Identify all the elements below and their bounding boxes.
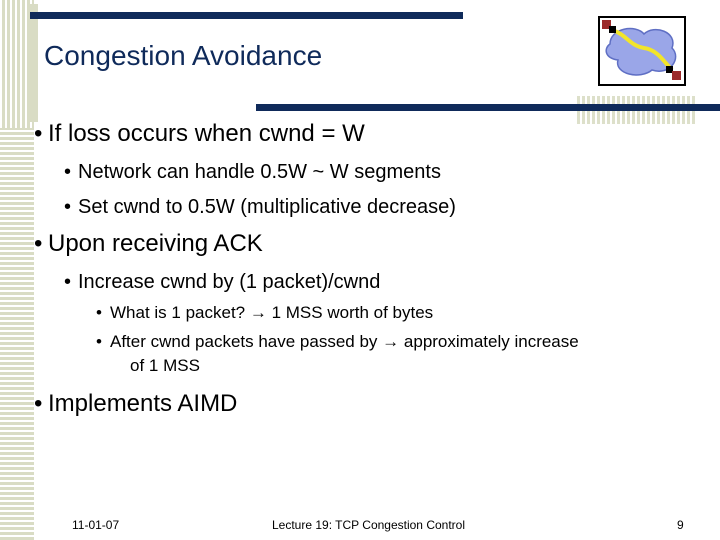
bullet-item bbox=[64, 161, 441, 184]
bullet-text: Network can handle 0.5W ~ W segments bbox=[78, 161, 441, 183]
bullet-item bbox=[64, 196, 456, 219]
bullet-item bbox=[64, 271, 381, 294]
slide-title: Congestion Avoidance bbox=[44, 40, 323, 71]
left-upper-stripe-decoration bbox=[0, 0, 34, 128]
bullet-marker: • bbox=[34, 230, 43, 257]
bullet-item bbox=[96, 332, 579, 352]
bullet-item bbox=[34, 390, 238, 418]
bullet-marker: • bbox=[96, 303, 102, 322]
bullet-marker: • bbox=[34, 390, 43, 417]
bullet-text: What is 1 packet? bbox=[110, 303, 246, 322]
arrow-right-icon: → bbox=[249, 303, 267, 322]
bullet-item bbox=[34, 230, 263, 258]
bullet-text: Implements AIMD bbox=[48, 390, 238, 417]
bullet-text: 1 MSS worth of bytes bbox=[271, 303, 434, 322]
bullet-marker: • bbox=[34, 120, 43, 147]
mid-accent-bar bbox=[256, 104, 720, 111]
bullet-text: Upon receiving ACK bbox=[48, 230, 263, 257]
bullet-marker: • bbox=[64, 161, 72, 183]
bullet-continuation: of 1 MSS bbox=[130, 356, 200, 375]
bullet-marker: • bbox=[64, 271, 72, 293]
bullet-text: approximately increase bbox=[403, 332, 579, 351]
bullet-item bbox=[96, 303, 434, 323]
arrow-right-icon: → bbox=[382, 332, 400, 351]
network-cloud-icon bbox=[598, 16, 686, 86]
bullet-text: If loss occurs when cwnd = W bbox=[48, 120, 365, 147]
vertical-accent-bar bbox=[30, 4, 38, 122]
footer-lecture-title: Lecture 19: TCP Congestion Control bbox=[272, 518, 466, 532]
bullet-text: Increase cwnd by (1 packet)/cwnd bbox=[78, 271, 381, 293]
bullet-marker: • bbox=[64, 196, 72, 218]
top-accent-bar bbox=[30, 12, 463, 19]
bullet-text: Set cwnd to 0.5W (multiplicative decrease) bbox=[78, 196, 456, 218]
bullet-item bbox=[34, 120, 365, 148]
bullet-text: After cwnd packets have passed by bbox=[110, 332, 378, 351]
footer-date: 11-01-07 bbox=[72, 518, 120, 532]
bullet-marker: • bbox=[96, 332, 102, 351]
footer-page-number: 9 bbox=[677, 518, 684, 532]
